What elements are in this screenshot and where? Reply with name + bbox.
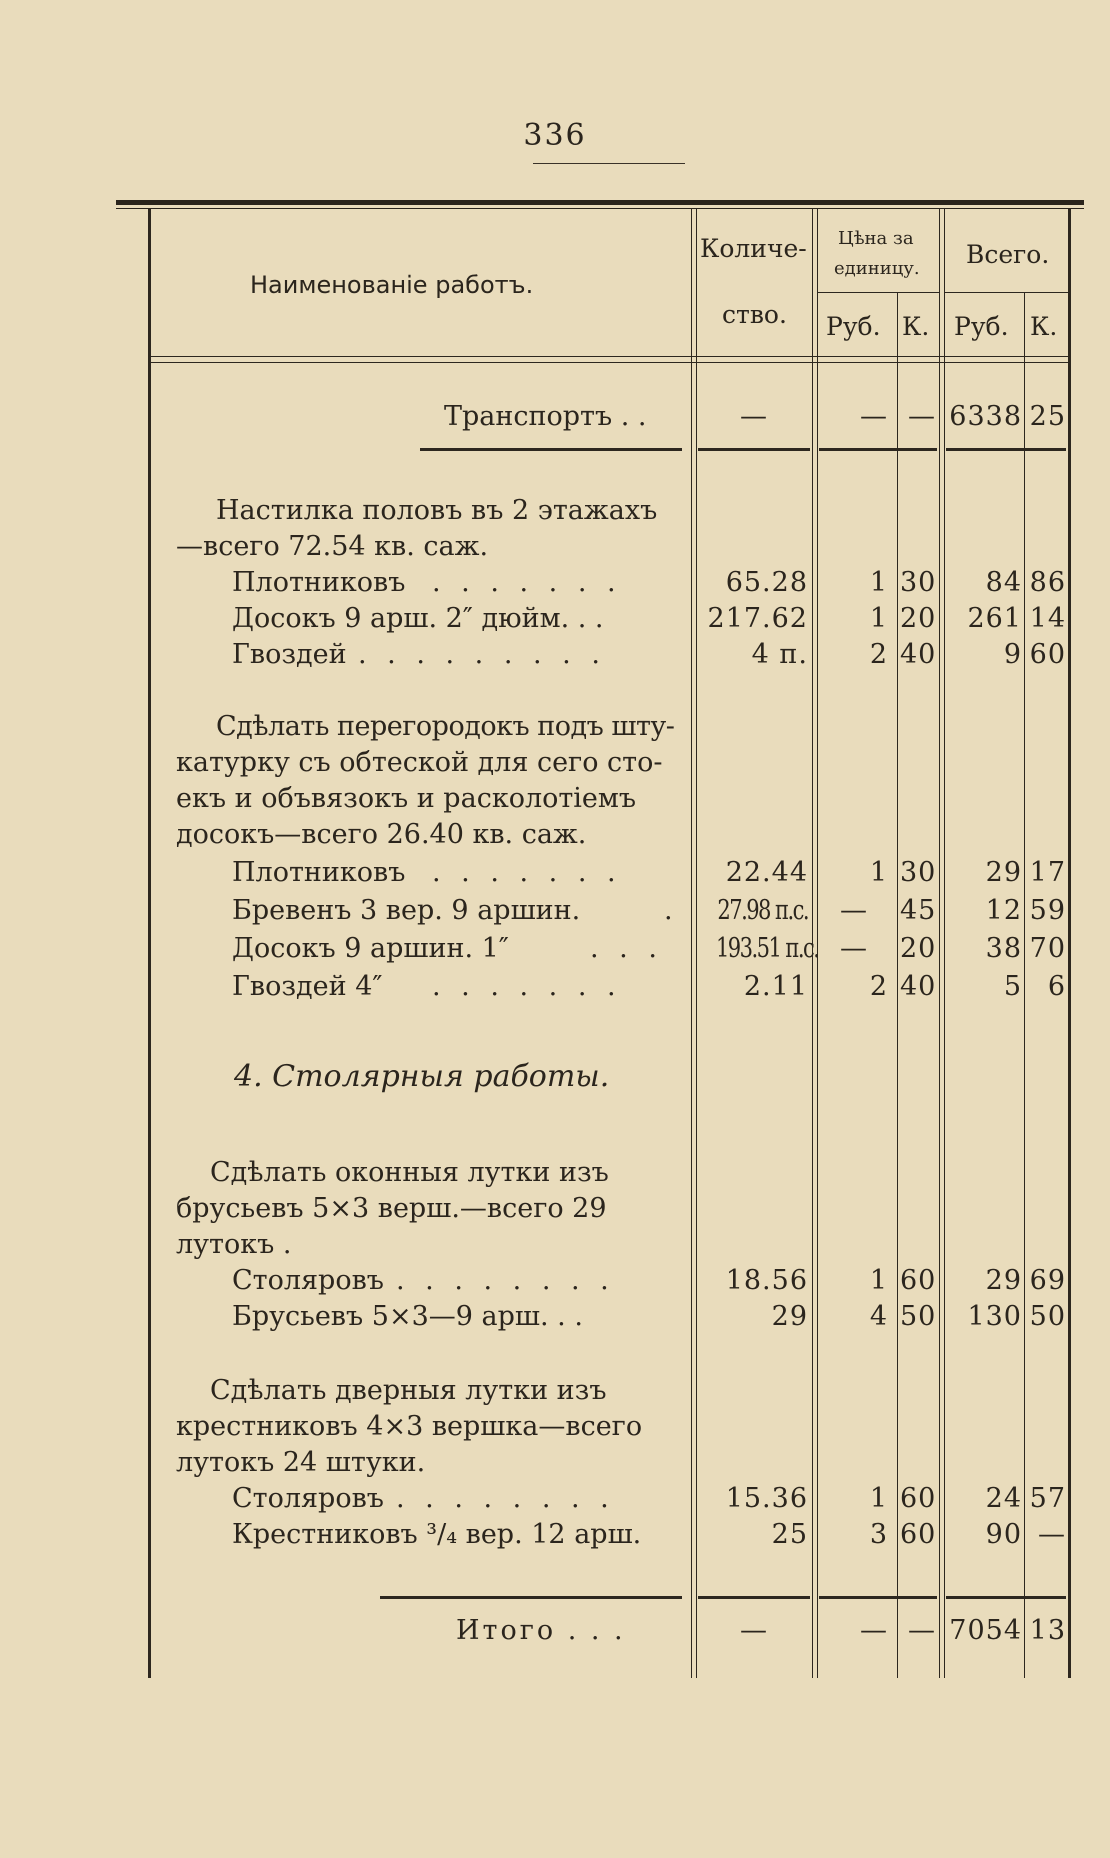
total-tot-rub: 7054 (949, 1615, 1022, 1646)
table-right-border (1068, 208, 1071, 1678)
part-desc-line2: катурку съ обтеской для сего сто- (176, 747, 663, 778)
total-label: Итого . . . (456, 1615, 626, 1646)
header-qty-line1: Количе- (700, 234, 807, 263)
part-boards-dots: . . . (590, 933, 663, 964)
win-bars-tot-rub: 130 (967, 1301, 1022, 1332)
part-carp-rub: 1 (869, 857, 888, 888)
win-bars-rub: 4 (869, 1301, 888, 1332)
floor-boards-tot-kop: 14 (1029, 603, 1066, 634)
part-boards-tot-rub: 38 (985, 933, 1022, 964)
transport-qty: — (740, 401, 768, 432)
win-bars-qty: 29 (771, 1301, 808, 1332)
door-cross-label: Крестниковъ ³/₄ вер. 12 арш. (232, 1519, 642, 1550)
part-carp-tot-rub: 29 (985, 857, 1022, 888)
floor-carp-kop: 30 (900, 567, 937, 598)
part-boards-qty: 193.51 п.с. (715, 933, 819, 964)
win-desc-line1: Сдѣлать оконныя лутки изъ (210, 1157, 609, 1188)
door-join-kop: 60 (900, 1483, 937, 1514)
part-logs-tot-rub: 12 (985, 895, 1022, 926)
total-rule-price (819, 1596, 937, 1599)
col-divider-price-kop (897, 292, 898, 1678)
header-price-kop: К. (902, 312, 930, 341)
floor-boards-label: Досокъ 9 арш. 2″ дюйм. . . (232, 603, 604, 634)
part-logs-kop: 45 (900, 895, 937, 926)
total-rule-name (380, 1596, 682, 1599)
total-tot-kop: 13 (1029, 1615, 1066, 1646)
part-carp-dots: . . . . . . . (432, 857, 622, 888)
total-rule-qty (698, 1596, 810, 1599)
section-4-heading: 4. Столярныя работы. (234, 1059, 610, 1094)
transport-price-underline (819, 448, 937, 451)
door-cross-rub: 3 (869, 1519, 888, 1550)
floor-carp-rub: 1 (869, 567, 888, 598)
part-nails-rub: 2 (869, 971, 888, 1002)
part-nails-qty: 2.11 (743, 971, 808, 1002)
transport-tot-rub: 6338 (949, 401, 1022, 432)
win-bars-tot-kop: 50 (1029, 1301, 1066, 1332)
floor-desc-line1: Настилка половъ въ 2 этажахъ (216, 495, 658, 526)
floor-carp-label: Плотниковъ (232, 567, 406, 598)
win-join-label: Столяровъ (232, 1265, 384, 1296)
transport-underline (420, 448, 682, 451)
col-divider-qty (691, 208, 692, 1678)
win-desc-line2: брусьевъ 5×3 верш.—всего 29 (176, 1193, 607, 1224)
part-nails-kop: 40 (900, 971, 937, 1002)
total-rule-total (946, 1596, 1066, 1599)
header-total-subrule (944, 292, 1068, 293)
part-boards-label: Досокъ 9 аршин. 1″ (232, 933, 509, 964)
header-price-rub: Руб. (826, 312, 881, 341)
door-cross-tot-kop: — (1038, 1519, 1066, 1550)
floor-nails-tot-rub: 9 (1003, 639, 1022, 670)
floor-carp-tot-kop: 86 (1029, 567, 1066, 598)
part-logs-rub: — (840, 895, 868, 926)
transport-rub: — (860, 401, 888, 432)
header-bottom-rule (148, 356, 1068, 357)
part-nails-tot-rub: 5 (1003, 971, 1022, 1002)
door-cross-qty: 25 (771, 1519, 808, 1550)
floor-carp-dots: . . . . . . . (432, 567, 622, 598)
part-logs-label: Бревенъ 3 вер. 9 аршин. (232, 895, 581, 926)
header-total-col: Всего. (966, 240, 1050, 269)
floor-nails-tot-kop: 60 (1029, 639, 1066, 670)
floor-boards-kop: 20 (900, 603, 937, 634)
col-divider-qty-double (696, 208, 697, 1678)
part-carp-label: Плотниковъ (232, 857, 406, 888)
page-number-rule (533, 163, 685, 164)
floor-nails-label: Гвоздей (232, 639, 347, 670)
win-join-dots: . . . . . . . . (396, 1265, 615, 1296)
floor-boards-tot-rub: 261 (967, 603, 1022, 634)
table-left-border (148, 208, 151, 1678)
win-join-kop: 60 (900, 1265, 937, 1296)
floor-nails-dots: . . . . . . . . . (358, 639, 606, 670)
floor-nails-qty: 4 п. (751, 639, 808, 670)
header-total-kop: К. (1030, 312, 1058, 341)
total-qty: — (740, 1615, 768, 1646)
part-logs-dots: . (664, 895, 673, 926)
col-divider-total-double (944, 208, 945, 1678)
floor-carp-qty: 65.28 (725, 567, 808, 598)
part-desc-line1: Сдѣлать перегородокъ подъ шту- (216, 711, 675, 742)
col-divider-total (939, 208, 940, 1678)
transport-tot-kop: 25 (1029, 401, 1066, 432)
door-join-tot-kop: 57 (1029, 1483, 1066, 1514)
page-number: 336 (523, 118, 587, 153)
transport-kop: — (908, 401, 936, 432)
floor-boards-rub: 1 (869, 603, 888, 634)
door-desc-line1: Сдѣлать дверныя лутки изъ (210, 1375, 607, 1406)
floor-carp-tot-rub: 84 (985, 567, 1022, 598)
header-name-col: Наименованіе работъ. (250, 271, 534, 299)
part-logs-tot-kop: 59 (1029, 895, 1066, 926)
win-join-rub: 1 (869, 1265, 888, 1296)
door-join-label: Столяровъ (232, 1483, 384, 1514)
win-bars-label: Брусьевъ 5×3—9 арш. . . (232, 1301, 583, 1332)
transport-total-underline (946, 448, 1066, 451)
part-nails-dots: . . . . . . . (432, 971, 622, 1002)
door-desc-line3: лутокъ 24 штуки. (176, 1447, 426, 1478)
win-join-tot-kop: 69 (1029, 1265, 1066, 1296)
win-desc-line3: лутокъ . (176, 1229, 292, 1260)
floor-desc-line2: —всего 72.54 кв. саж. (176, 531, 489, 562)
transport-qty-underline (698, 448, 810, 451)
table-top-rule-thick (116, 200, 1084, 205)
door-join-dots: . . . . . . . . (396, 1483, 615, 1514)
transport-label: Транспортъ . . (444, 401, 647, 432)
part-carp-kop: 30 (900, 857, 937, 888)
header-unit-price-line2: единицу. (834, 258, 920, 279)
total-rub: — (860, 1615, 888, 1646)
win-bars-kop: 50 (900, 1301, 937, 1332)
floor-nails-rub: 2 (869, 639, 888, 670)
part-carp-qty: 22.44 (725, 857, 808, 888)
col-divider-total-kop (1024, 292, 1025, 1678)
door-cross-tot-rub: 90 (985, 1519, 1022, 1550)
part-logs-qty: 27.98 п.с. (717, 895, 808, 926)
header-qty-line2: ство. (722, 300, 787, 329)
header-price-subrule (817, 292, 939, 293)
door-join-qty: 15.36 (725, 1483, 808, 1514)
door-join-tot-rub: 24 (985, 1483, 1022, 1514)
header-bottom-rule-double (148, 362, 1068, 363)
part-boards-tot-kop: 70 (1029, 933, 1066, 964)
part-boards-kop: 20 (900, 933, 937, 964)
floor-boards-qty: 217.62 (707, 603, 808, 634)
door-join-rub: 1 (869, 1483, 888, 1514)
door-cross-kop: 60 (900, 1519, 937, 1550)
floor-nails-kop: 40 (900, 639, 937, 670)
door-desc-line2: крестниковъ 4×3 вершка—всего (176, 1411, 643, 1442)
win-join-tot-rub: 29 (985, 1265, 1022, 1296)
part-desc-line4: досокъ—всего 26.40 кв. саж. (176, 819, 587, 850)
win-join-qty: 18.56 (725, 1265, 808, 1296)
part-carp-tot-kop: 17 (1029, 857, 1066, 888)
header-total-rub: Руб. (954, 312, 1009, 341)
header-unit-price-line1: Цѣна за (838, 228, 914, 249)
part-boards-rub: — (840, 933, 868, 964)
part-desc-line3: екъ и объвязокъ и расколотіемъ (176, 783, 637, 814)
total-kop: — (908, 1615, 936, 1646)
part-nails-label: Гвоздей 4″ (232, 971, 383, 1002)
part-nails-tot-kop: 6 (1047, 971, 1066, 1002)
